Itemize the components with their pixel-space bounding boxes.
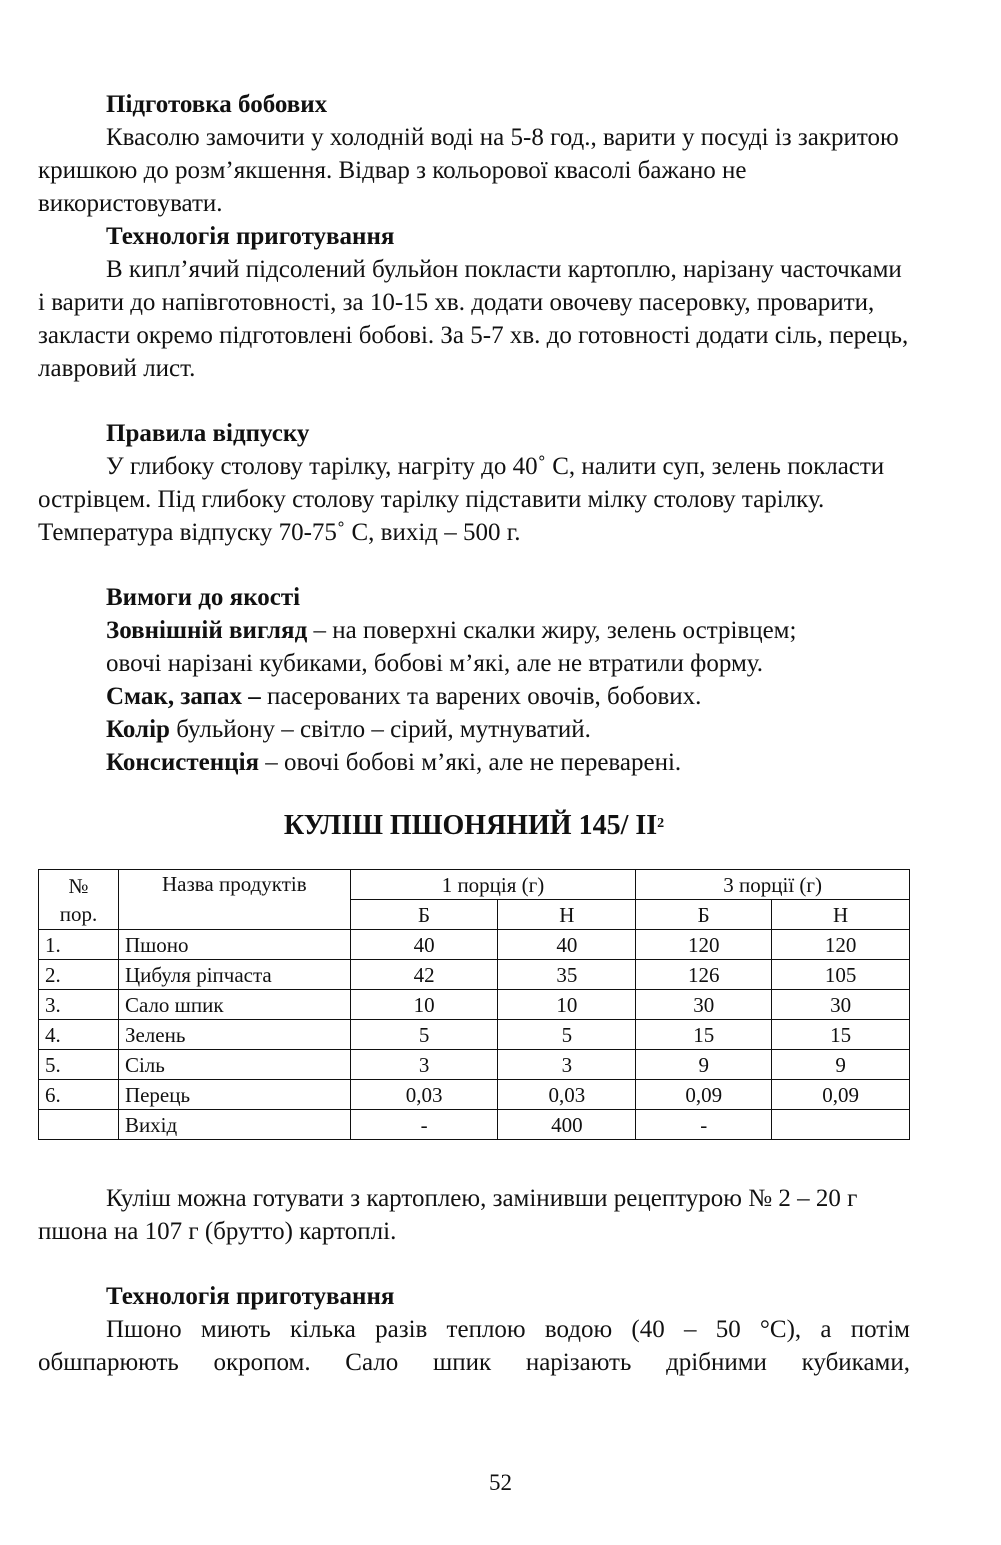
quality-text: – на поверхні скалки жиру, зелень острівцем; xyxy=(307,617,797,644)
table-row xyxy=(39,1080,910,1110)
table-row xyxy=(39,1050,910,1080)
spacer xyxy=(38,1248,910,1280)
paragraph-technology: В кипл’ячий підсолений бульйон покласти картоплю, нарізану часточками і варити до напівготовності, за 10-15 хв. додати овочеву пасеровку, проварити, закласти окремо підготовлені бобові. За 5-7 хв. до готовності додати сіль, перець, лавровий лист. xyxy=(38,256,909,382)
net-3-portions: 105 xyxy=(772,960,910,990)
gross-1-portion: - xyxy=(350,1110,498,1140)
gross-1-portion: 40 xyxy=(350,930,498,960)
product-name: Перець xyxy=(118,1080,350,1110)
net-1-portion: 40 xyxy=(498,930,636,960)
recipe-title-superscript: 2 xyxy=(657,816,665,831)
product-name: Цибуля ріпчаста xyxy=(118,960,350,990)
header-product-name: Назва продуктів xyxy=(118,870,350,930)
gross-3-portions: - xyxy=(636,1110,772,1140)
net-3-portions: 0,09 xyxy=(772,1080,910,1110)
row-number: 6. xyxy=(39,1080,119,1110)
net-3-portions xyxy=(772,1110,910,1140)
header-net-3: Н xyxy=(772,900,910,930)
row-number: 3. xyxy=(39,990,119,1020)
page-number: 52 xyxy=(489,1470,512,1495)
recipe-title xyxy=(38,809,910,843)
header-net-1: Н xyxy=(498,900,636,930)
gross-3-portions: 9 xyxy=(636,1050,772,1080)
gross-1-portion: 10 xyxy=(350,990,498,1020)
header-portion-1: 1 порція (г) xyxy=(350,870,636,900)
quality-list xyxy=(38,614,910,779)
gross-1-portion: 42 xyxy=(350,960,498,990)
quality-term: Консистенція xyxy=(106,749,260,776)
section-heading-technology: Технологія приготування xyxy=(106,223,395,250)
quality-item xyxy=(106,713,910,746)
row-number: 5. xyxy=(39,1050,119,1080)
table-row xyxy=(39,1020,910,1050)
row-number: 2. xyxy=(39,960,119,990)
net-1-portion: 10 xyxy=(498,990,636,1020)
net-3-portions: 15 xyxy=(772,1020,910,1050)
gross-3-portions: 15 xyxy=(636,1020,772,1050)
header-portion-3: 3 порції (г) xyxy=(636,870,910,900)
gross-3-portions: 120 xyxy=(636,930,772,960)
header-num: № пор. xyxy=(39,870,119,930)
recipe-table xyxy=(38,869,910,1140)
net-3-portions: 120 xyxy=(772,930,910,960)
page-content xyxy=(38,88,910,1379)
row-number xyxy=(39,1110,119,1140)
paragraph-bean-prep: Квасолю замочити у холодній воді на 5-8 год., варити у посуді із закритою кришкою до розм’якшення. Відвар з кольорової квасолі бажано не використовувати. xyxy=(38,124,899,217)
row-number: 4. xyxy=(39,1020,119,1050)
quality-term: Колір xyxy=(106,716,170,743)
product-name: Пшоно xyxy=(118,930,350,960)
quality-item xyxy=(106,614,910,647)
quality-item xyxy=(106,647,910,680)
recipe-note: Куліш можна готувати з картоплею, замінивши рецептурою № 2 – 20 г пшона на 107 г (брутто) картоплі. xyxy=(38,1185,858,1245)
paragraph-serving: У глибоку столову тарілку, нагріту до 40˚ С, налити суп, зелень покласти острівцем. Під глибоку столову тарілку підставити мілку столову тарілку. Температура відпуску 70-75˚ С, вихід – 500 г. xyxy=(38,453,885,546)
net-1-portion: 35 xyxy=(498,960,636,990)
table-row xyxy=(39,960,910,990)
product-name: Сіль xyxy=(118,1050,350,1080)
header-gross-1: Б xyxy=(350,900,498,930)
table-row xyxy=(39,990,910,1020)
gross-1-portion: 0,03 xyxy=(350,1080,498,1110)
table-header-row xyxy=(39,870,910,900)
gross-3-portions: 0,09 xyxy=(636,1080,772,1110)
product-name: Вихід xyxy=(118,1110,350,1140)
paragraph-technology-2: Пшоно миють кілька разів теплою водою (40 – 50 °С), а потім обшпарюють окропом. Сало шпик нарізають дрібними кубиками, xyxy=(38,1316,910,1376)
gross-1-portion: 3 xyxy=(350,1050,498,1080)
quality-item xyxy=(106,746,910,779)
quality-item xyxy=(106,680,910,713)
quality-term: Зовнішній вигляд xyxy=(106,617,308,644)
gross-3-portions: 126 xyxy=(636,960,772,990)
gross-1-portion: 5 xyxy=(350,1020,498,1050)
recipe-title-text: КУЛІШ ПШОНЯНИЙ 145/ II xyxy=(283,810,658,841)
spacer xyxy=(38,549,910,581)
section-heading-serving: Правила відпуску xyxy=(106,420,310,447)
quality-text: – овочі бобові м’які, але не переварені. xyxy=(259,749,682,776)
quality-text: овочі нарізані кубиками, бобові м’які, але не втратили форму. xyxy=(106,650,764,677)
quality-text: пасерованих та варених овочів, бобових. xyxy=(260,683,702,710)
table-row xyxy=(39,930,910,960)
net-1-portion: 0,03 xyxy=(498,1080,636,1110)
spacer xyxy=(38,385,910,417)
net-1-portion: 3 xyxy=(498,1050,636,1080)
row-number: 1. xyxy=(39,930,119,960)
gross-3-portions: 30 xyxy=(636,990,772,1020)
net-3-portions: 9 xyxy=(772,1050,910,1080)
quality-term: Смак, запах – xyxy=(106,683,261,710)
net-1-portion: 5 xyxy=(498,1020,636,1050)
product-name: Сало шпик xyxy=(118,990,350,1020)
section-heading-bean-prep: Підготовка бобових xyxy=(106,91,328,118)
net-1-portion: 400 xyxy=(498,1110,636,1140)
net-3-portions: 30 xyxy=(772,990,910,1020)
product-name: Зелень xyxy=(118,1020,350,1050)
section-heading-technology-2: Технологія приготування xyxy=(106,1283,395,1310)
quality-text: бульйону – світло – сірий, мутнуватий. xyxy=(169,716,591,743)
header-gross-3: Б xyxy=(636,900,772,930)
table-row xyxy=(39,1110,910,1140)
section-heading-quality: Вимоги до якості xyxy=(106,584,301,611)
